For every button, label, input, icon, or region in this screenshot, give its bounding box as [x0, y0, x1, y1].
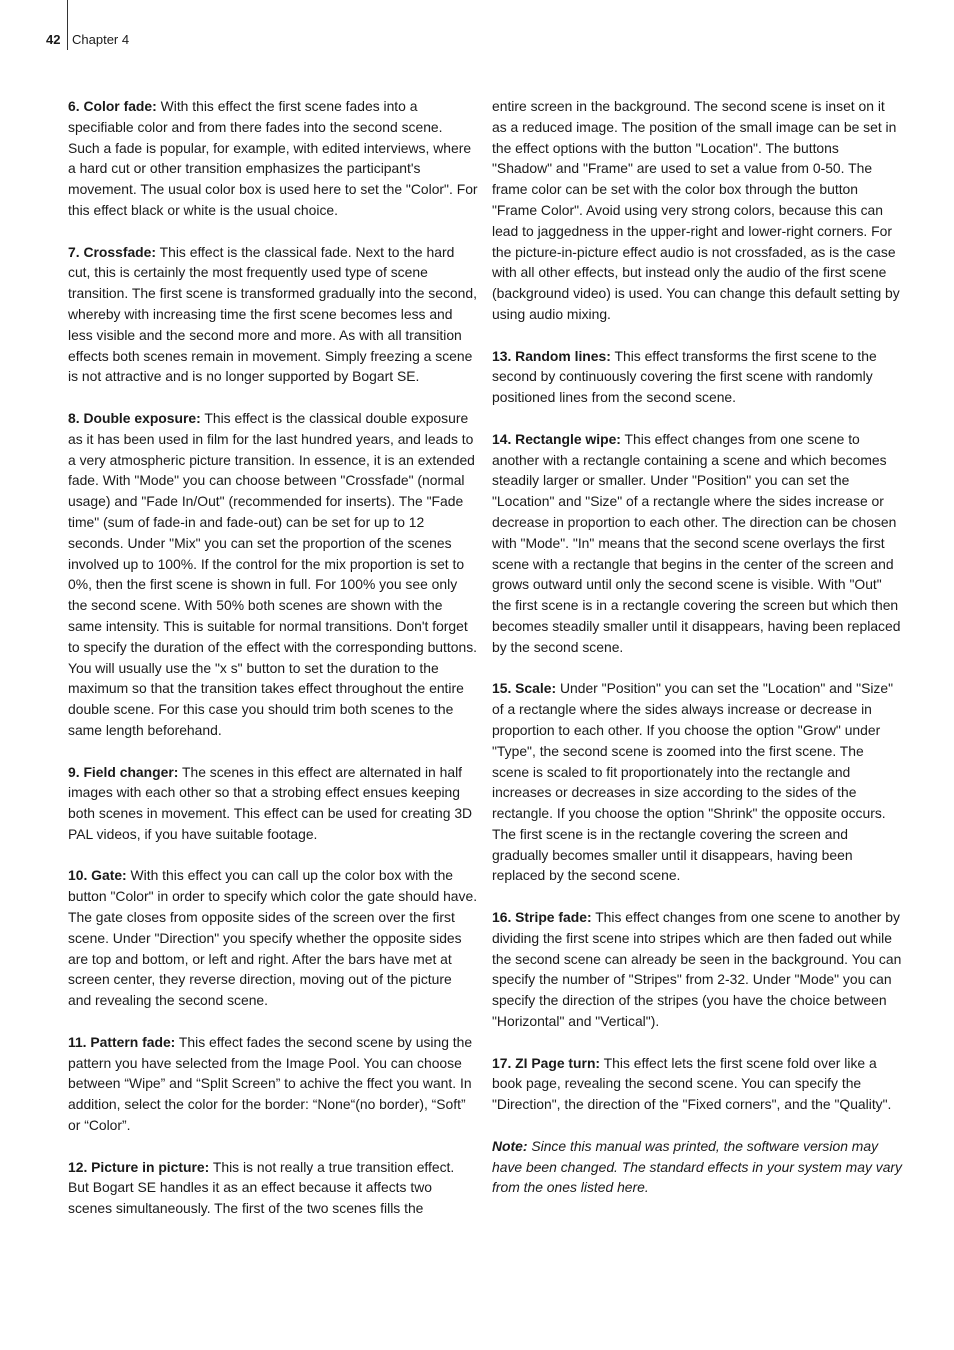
right-column	[492, 96, 902, 1219]
page-number: 42	[46, 32, 61, 47]
section-picture-in-picture-cont: entire screen in the background. The second scene is inset on it as a reduced image. The position of the small image can be set in the effect options with the button "Location". The buttons "Shadow" and "Frame" are used to set a value from 0-50. The frame color can be set with the color box through the button "Frame Color". Avoid using very strong colors, because this can lead to jaggedness in the upper-right and lower-right corners. For the picture-in-picture effect audio is not crossfaded, as is the case with all other effects, but instead only the audio of the first scene (background video) is used. You can change this default setting by using audio mixing.	[492, 98, 900, 322]
section-rectangle-wipe: 14. Rectangle wipe: This effect changes from one scene to another with a rectangle containing a scene and which becomes steadily larger or smaller. Under "Position" you can set the "Location" and "Size" of a rectangle where the sides increase or decrease in proportion to each other. The direction can be chosen with "Mode". "In" means that the second scene overlays the first scene with a rectangle that begins in the center of the screen and grows outward until only the second scene is visible. With "Out" the first scene is in a rectangle covering the screen but which then becomes steadily smaller until it disappears, having been replaced by the second scene.	[492, 430, 901, 655]
section-random-lines: 13. Random lines: This effect transforms the first scene to the second by continuously covering the first scene with randomly positioned lines from the second scene.	[492, 347, 877, 406]
header-divider	[67, 0, 68, 50]
section-gate: 10. Gate: With this effect you can call up the color box with the button "Color" in order to specify which color the gate should have. The gate closes from opposite sides of the screen over the first scene. Under "Direction" you specify whether the opposite sides are top and bottom, or left and right. After the bars have met at screen center, they reverse direction, moving out of the picture and revealing the second scene.	[68, 867, 478, 1009]
section-picture-in-picture: 12. Picture in picture: This is not really a true transition effect. But Bogart SE handles it as an effect because it affects two scenes simultaneously. The first of the two scenes fills the	[68, 1158, 455, 1217]
left-column	[68, 96, 478, 1240]
section-double-exposure: 8. Double exposure: This effect is the classical double exposure as it has been used in film for the last hundred years, and leads to a very atmospheric picture transition. In essence, it is an extended fade. With "Mode" you can choose between "Crossfade" (normal usage) and "Fade In/Out" (recommended for inserts). The "Fade time" (sum of fade-in and fade-out) can be set for up to 12 seconds. Under "Mix" you can set the proportion of the scenes involved up to 100%. If the control for the mix proportion is set to 0%, then the first scene is shown in full. For 100% you see only the second scene. With 50% both scenes are shown with the same intensity. This is suitable for normal transitions. Don't forget to specify the duration of the effect with the corresponding buttons. You will usually use the "x s" button to set the duration to the maximum so that the transition takes effect throughout the entire double scene. For this case you should trim both scenes to the same length beforehand.	[68, 409, 478, 738]
section-crossfade: 7. Crossfade: This effect is the classical fade. Next to the hard cut, this is certainly the most frequently used type of scene transition. The first scene is transformed gradually into the second, whereby with increasing time the first scene becomes less and less visible and the second more and more. As with all transition effects both scenes remain in movement. Simply freezing a scene is not attractive and is no longer supported by Bogart SE.	[68, 243, 477, 385]
section-field-changer: 9. Field changer: The scenes in this effect are alternated in half images with each other so that a strobing effect ensues keeping both scenes in movement. This effect can be used for creating 3D PAL videos, if you have suitable footage.	[68, 763, 473, 842]
section-scale: 15. Scale: Under "Position" you can set the "Location" and "Size" of a rectangle where the sides always increase or decrease in proportion to each other. If you choose the option "Grow" under "Type", the second scene is zoomed into the first scene. The scene is scaled to fit proportionately into the rectangle and increases or decreases in size according to the sides of the rectangle. If you choose the option "Shrink" the opposite occurs. The first scene is in the rectangle covering the screen and gradually becomes smaller until it disappears, having been replaced by the second scene.	[492, 680, 894, 884]
section-pattern-fade: 11. Pattern fade: This effect fades the second scene by using the pattern you have selected from the Image Pool. You can choose between “Wipe” and “Split Screen” to achive the ffect you want. In addition, select the color for the border: “None“(no border), “Soft” or “Color”.	[68, 1033, 473, 1134]
chapter-label: Chapter 4	[72, 32, 130, 47]
section-stripe-fade: 16. Stripe fade: This effect changes from one scene to another by dividing the first scene into stripes which are then faded out while the second scene can already be seen in the background. You can specify the number of "Stripes" from 2-32. Under "Mode" you can specify the direction of the stripes (you have the choice between "Horizontal" and "Vertical").	[492, 909, 902, 1030]
section-color-fade: 6. Color fade: With this effect the first scene fades into a specifiable color and from there fades into the second scene. Such a fade is popular, for example, with edited interviews, where a hard cut or other transition emphasizes the participant's movement. The usual color box is used here to set the "Color". For this effect black or white is the usual choice.	[68, 98, 478, 218]
note-paragraph: Note: Since this manual was printed, the software version may have been changed. The standard effects in your system may vary from the ones listed here.	[492, 1137, 902, 1196]
section-page-turn: 17. ZI Page turn: This effect lets the first scene fold over like a book page, revealing the second scene. You can specify the "Direction", the direction of the "Fixed corners", and the "Quality".	[492, 1054, 892, 1113]
